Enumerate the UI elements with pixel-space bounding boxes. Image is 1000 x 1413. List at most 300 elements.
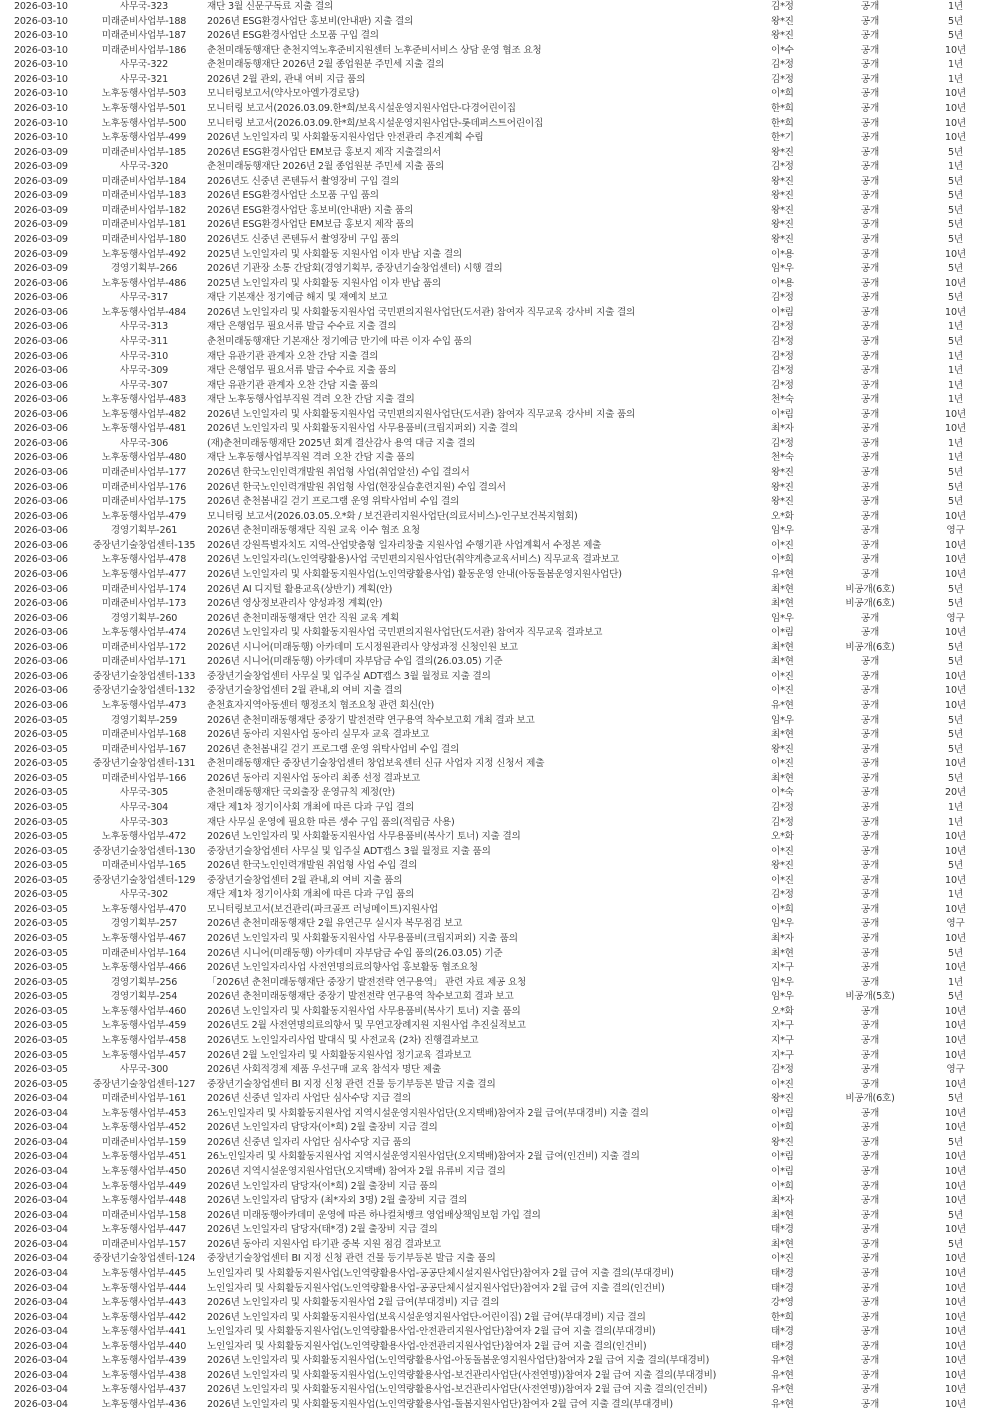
table-row[interactable] [0,1282,1000,1297]
document-number-cell[interactable]: 중장년기술창업센터-131 [92,758,196,770]
table-row[interactable] [0,102,1000,117]
table-row[interactable] [0,1369,1000,1384]
document-number-cell[interactable]: 노후동행사업부-492 [101,248,187,260]
document-title-cell[interactable]: 중장년기술창업센터 BI 지정 신청 관련 건물 등기부등본 발급 지출 결의 [207,1078,496,1090]
document-title-cell[interactable]: 2026년도 2월 사전연명의료의향서 및 무연고장례지원 지원사업 추진실적보고 [207,1020,526,1032]
document-number-cell[interactable]: 노후동행사업부-441 [101,1326,187,1338]
document-number-cell[interactable]: 미래준비사업부-182 [101,204,187,216]
document-title-cell[interactable]: 2026년 노인일자리 및 사회활동지원사업 사무용품비(크립지퍼외) 지출 결의 [207,423,518,435]
table-row[interactable] [0,1311,1000,1326]
table-row[interactable] [0,1238,1000,1253]
table-row[interactable] [0,1034,1000,1049]
document-number-cell[interactable]: 노후동행사업부-480 [101,452,187,464]
table-row[interactable] [0,1252,1000,1267]
document-number-cell[interactable]: 노후동행사업부-443 [101,1297,187,1309]
document-title-cell[interactable]: 2026년 노인일자리 및 사회활동지원사업 사무용품비(복사기 토너) 지출 결의 [207,831,521,843]
table-row[interactable] [0,146,1000,161]
document-number-cell[interactable]: 사무국-305 [119,787,169,799]
retention-period-cell: 10년 [945,277,966,289]
document-title-cell[interactable]: 춘천미래동행재단 춘천지역노후준비지원센터 노후준비서비스 상담 운영 협조 요청 [207,44,542,56]
document-number-cell[interactable]: 노후동행사업부-481 [101,423,187,435]
document-number-cell[interactable]: 미래준비사업부-167 [101,743,187,755]
author-cell: 임*우 [771,918,794,930]
document-title-cell[interactable]: 재단 은행업무 필요서류 발급 수수료 지출 품의 [207,365,397,377]
document-title-cell[interactable]: 2026년도 신중년 콘텐듀서 촬영장비 구입 결의 [207,175,400,187]
document-number-cell[interactable]: 노후동행사업부-448 [101,1195,187,1207]
document-title-cell[interactable]: 2026년 노인일자리 담당자(이*희) 2월 출장비 지급 결의 [207,1122,438,1134]
document-title-cell[interactable]: 2026년 시니어(미래동행) 아카데미 자부담금 수입 품의(26.03.05) 기준 [207,947,503,959]
document-title-cell[interactable]: 춘천효자지역아동센터 행정조치 협조요청 관련 회신(안) [207,700,435,711]
table-row[interactable] [0,218,1000,233]
document-number-cell[interactable]: 노후동행사업부-473 [101,700,187,711]
table-row[interactable] [0,131,1000,146]
document-title-cell[interactable]: 2026년 노인일자리사업 사전연명의료의향사업 홍보활동 협조요청 [207,962,478,974]
table-row[interactable] [0,1019,1000,1034]
document-number-cell[interactable]: 사무국-309 [119,365,169,377]
document-title-cell[interactable]: 2026년 한국노인인력개발원 취업형 사업(현장실습훈련지원) 수입 결의서 [207,481,506,493]
document-title-cell[interactable]: 재단 3월 신문구독료 지출 결의 [207,1,334,12]
table-row[interactable] [0,233,1000,248]
document-number-cell[interactable]: 미래준비사업부-158 [101,1209,187,1221]
table-row[interactable] [0,466,1000,481]
document-title-cell[interactable]: 중장년기술창업센터 사무실 및 입주실 ADT캡스 3월 월정료 지출 결의 [207,670,491,682]
document-number-cell[interactable]: 중장년기술창업센터-132 [92,685,196,697]
document-number-cell[interactable]: 경영기획부-254 [110,991,178,1003]
table-row[interactable] [0,1063,1000,1078]
date-cell: 2026-03-10 [14,44,68,56]
document-title-cell[interactable]: 2026년 ESG환경사업단 소모품 구입 결의 [207,30,379,42]
document-number-cell[interactable]: 중장년기술창업센터-124 [92,1253,196,1265]
document-number-cell[interactable]: 사무국-313 [119,321,169,333]
table-row[interactable] [0,73,1000,88]
document-number-cell[interactable]: 경영기획부-266 [110,263,178,275]
table-row[interactable] [0,87,1000,102]
document-title-cell[interactable]: 2026년 춘천미래동행재단 직원 교육 이수 협조 요청 [207,525,420,537]
table-row[interactable] [0,408,1000,423]
document-number-cell[interactable]: 노후동행사업부-466 [101,962,187,974]
document-title-cell[interactable]: 2026년 영상정보관리사 양성과정 계획(안) [207,598,383,610]
document-title-cell[interactable]: 재단 사무실 운영에 필요한 따른 생수 구입 품의(적립금 사용) [207,816,455,828]
table-row[interactable] [0,379,1000,394]
document-title-cell[interactable]: 2026년 신중년 일자리 사업단 심사수당 지급 결의 [207,1093,411,1105]
document-title-cell[interactable]: 2026년 노인일자리 담당자 (최*자외 3명) 2월 출장비 지급 결의 [207,1195,468,1207]
document-title-cell[interactable]: 2026년 ESG환경사업단 홍보비(안내판) 지출 품의 [207,204,414,216]
document-number-cell[interactable]: 노후동행사업부-445 [101,1267,187,1279]
document-number-cell[interactable]: 중장년기술창업센터-130 [92,845,196,857]
document-number-cell[interactable]: 노후동행사업부-452 [101,1122,187,1134]
document-title-cell[interactable]: 재단 노후동행사업부직원 격려 오찬 간담 지출 품의 [207,452,415,464]
table-row[interactable] [0,451,1000,466]
document-title-cell[interactable]: 2026년 춘천봄내길 걷기 프로그램 운영 위탁사업비 수입 결의 [207,743,460,755]
table-row[interactable] [0,204,1000,219]
document-title-cell[interactable]: 재단 유관기관 관계자 오찬 간담 지출 품의 [207,379,379,391]
table-row[interactable] [0,830,1000,845]
document-number-cell[interactable]: 미래준비사업부-173 [101,598,187,610]
document-title-cell[interactable]: 노인일자리 및 사회활동지원사업(노인역량활용사업-안전관리지원사업단)참여자 2월 급여 지출 결의(인건비) [207,1340,647,1352]
document-title-cell[interactable]: (재)춘천미래동행재단 2025년 회계 결산감사 용역 대금 지출 결의 [207,437,476,449]
document-number-cell[interactable]: 노후동행사업부-459 [101,1020,187,1032]
table-row[interactable] [0,1325,1000,1340]
table-row[interactable] [0,583,1000,598]
table-row[interactable] [0,58,1000,73]
table-row[interactable] [0,1121,1000,1136]
table-row[interactable] [0,1180,1000,1195]
document-title-cell[interactable]: 2026년 노인일자리 및 사회활동지원사업(노인역량활용사업) 활동운영 안내(아동돌봄운영지원사업단) [207,568,622,580]
document-number-cell[interactable]: 노후동행사업부-501 [101,102,187,114]
document-title-cell[interactable]: 중장년기술창업센터 2월 관내,외 여비 지출 품의 [207,874,403,886]
document-number-cell[interactable]: 노후동행사업부-500 [101,117,187,129]
table-row[interactable] [0,350,1000,365]
document-number-cell[interactable]: 사무국-307 [119,379,169,391]
table-row[interactable] [0,1296,1000,1311]
document-title-cell[interactable]: 노인일자리 및 사회활동지원사업(노인역량활용사업-안전관리지원사업단)참여자 2월 급여 지출 결의(부대경비) [207,1326,656,1338]
table-row[interactable] [0,510,1000,525]
document-title-cell[interactable]: 2026년 노인일자리 및 사회활동지원사업 2월 급여(부대경비) 지급 결의 [207,1297,500,1309]
document-title-cell[interactable]: 2026년 노인일자리 및 사회활동지원사업(노인역량활용사업-돌봄지원사업단)참여자 2월 급여 지출 결의(부대경비) [207,1399,673,1410]
document-title-cell[interactable]: 2026년 한국노인인력개발원 취업형 사업(취업알선) 수입 결의서 [207,467,470,478]
document-number-cell[interactable]: 미래준비사업부-165 [101,860,187,872]
document-number-cell[interactable]: 중장년기술창업센터-135 [92,539,196,551]
document-title-cell[interactable]: 2026년 한국노인인력개발원 취업형 사업 수입 결의 [207,860,418,872]
table-row[interactable] [0,684,1000,699]
document-number-cell[interactable]: 미래준비사업부-188 [101,15,187,27]
document-number-cell[interactable]: 노후동행사업부-440 [101,1340,187,1352]
document-title-cell[interactable]: 중장년기술창업센터 2월 관내,외 여비 지출 결의 [207,685,403,697]
document-title-cell[interactable]: 중장년기술창업센터 BI 지정 신청 관련 건물 등기부등본 발급 지출 품의 [207,1253,496,1265]
document-number-cell[interactable]: 중장년기술창업센터-133 [92,670,196,682]
document-title-cell[interactable]: 2026년 노인일자리 및 사회활동지원사업단 안전관리 추진계획 수립 [207,132,484,144]
document-title-cell[interactable]: 2026년 춘천미래동행재단 2월 유연근무 실시자 복무점검 보고 [207,918,463,930]
document-title-cell[interactable]: 2026년 노인일자리 및 사회활동지원사업(노인역량활용사업-아동돌봄운영지원사업단)참여자 2월 급여 지출 결의(부대경비) [207,1355,710,1367]
document-title-cell[interactable]: 「2026년 춘천미래동행재단 중장기 발전전략 연구용역」 관련 자료 제공 요청 [207,976,527,988]
document-number-cell[interactable]: 노후동행사업부-450 [101,1166,187,1177]
document-number-cell[interactable]: 노후동행사업부-472 [101,831,187,843]
document-title-cell[interactable]: 2026년 2월 노인일자리 및 사회활동지원사업 정기교육 결과보고 [207,1049,472,1061]
table-row[interactable] [0,976,1000,991]
document-title-cell[interactable]: 2026년 AI 디지털 활용교육(상반기) 계획(안) [207,583,393,595]
document-number-cell[interactable]: 노후동행사업부-478 [101,554,187,566]
document-number-cell[interactable]: 미래준비사업부-159 [101,1136,187,1148]
document-number-cell[interactable]: 사무국-317 [119,292,169,304]
table-row[interactable] [0,917,1000,932]
document-number-cell[interactable]: 노후동행사업부-477 [101,568,187,580]
table-row[interactable] [0,801,1000,816]
table-row[interactable] [0,539,1000,554]
table-row[interactable] [0,961,1000,976]
document-title-cell[interactable]: 2026년 춘천미래동행재단 중장기 발전전략 연구용역 착수보고회 개최 결과 보고 [207,714,535,726]
document-title-cell[interactable]: 2026년 춘천미래동행재단 연간 직원 교육 계획 [207,612,400,624]
table-row[interactable] [0,524,1000,539]
document-number-cell[interactable]: 노후동행사업부-484 [101,306,187,318]
disclosure-status-cell: 공개 [860,234,880,245]
document-title-cell[interactable]: 춘천미래동행재단 중장년기술창업센터 창업보육센터 신규 사업자 지정 신청서 제출 [207,758,545,770]
document-number-cell[interactable]: 중장년기술창업센터-127 [92,1078,196,1090]
table-row[interactable] [0,0,1000,15]
author-cell: 지*구 [771,1020,794,1032]
document-title-cell[interactable]: 모니터링보고서(약사모아엘가경로당) [207,88,360,100]
document-number-cell[interactable]: 미래준비사업부-185 [101,146,187,158]
table-row[interactable] [0,1223,1000,1238]
document-title-cell[interactable]: 2026년 노인일자리 및 사회활동지원사업 국민편의지원사업단(도서관) 참여자 직무교육 강사비 지출 결의 [207,306,636,318]
table-row[interactable] [0,364,1000,379]
table-row[interactable] [0,932,1000,947]
document-title-cell[interactable]: 2026년 노인일자리 및 사회활동지원사업(보육시설운영지원사업단-어린이집) 2월 급여(부대경비) 지급 결의 [207,1311,646,1323]
document-title-cell[interactable]: 2026년 ESG환경사업단 홍보비(안내판) 지출 결의 [207,15,414,27]
document-number-cell[interactable]: 사무국-310 [119,350,169,362]
table-row[interactable] [0,845,1000,860]
table-row[interactable] [0,655,1000,670]
document-number-cell[interactable]: 미래준비사업부-175 [101,496,187,508]
document-title-cell[interactable]: 2026년 노인일자리 및 사회활동지원사업 사무용품비(복사기 토너) 지출 품의 [207,1005,521,1017]
document-number-cell[interactable]: 사무국-300 [119,1064,169,1076]
table-row[interactable] [0,1267,1000,1282]
document-number-cell[interactable]: 미래준비사업부-184 [101,175,187,187]
document-title-cell[interactable]: 2026년 ESG환경사업단 EM보급 홍보지 제작 품의 [207,219,414,231]
document-title-cell[interactable]: 모니터링 보고서(2026.03.09.한*희/보육시설운영지원사업단-다경어린이집 [207,102,516,114]
table-row[interactable] [0,626,1000,641]
document-number-cell[interactable]: 노후동행사업부-451 [101,1151,187,1163]
table-row[interactable] [0,277,1000,292]
table-row[interactable] [0,1005,1000,1020]
document-number-cell[interactable]: 미래준비사업부-157 [101,1238,187,1250]
table-row[interactable] [0,160,1000,175]
document-title-cell[interactable]: 2026년 동아리 지원사업 동아리 최종 선정 결과보고 [207,772,420,784]
table-row[interactable] [0,1049,1000,1064]
document-number-cell[interactable]: 노후동행사업부-499 [101,132,187,144]
table-row[interactable] [0,262,1000,277]
document-number-cell[interactable]: 노후동행사업부-444 [101,1282,187,1294]
document-title-cell[interactable]: 춘천미래동행재단 기본재산 정기예금 만기에 따른 이자 수입 품의 [207,335,472,347]
table-row[interactable] [0,291,1000,306]
document-title-cell[interactable]: 춘천미래동행재단 2026년 2월 종업원분 주민세 지출 결의 [207,59,445,71]
table-row[interactable] [0,1092,1000,1107]
document-title-cell[interactable]: 2026년도 노인일자리사업 발대식 및 사전교육 (2차) 진행결과보고 [207,1034,479,1046]
table-row[interactable] [0,859,1000,874]
document-title-cell[interactable]: 노인일자리 및 사회활동지원사업(노인역량활용사업-공공단체시설지원사업단)참여자 2월 급여 지출 결의(부대경비) [207,1267,674,1279]
table-row[interactable] [0,743,1000,758]
document-number-cell[interactable]: 사무국-322 [119,59,169,71]
table-row[interactable] [0,990,1000,1005]
document-title-cell[interactable]: 모니터링보고서(보건관리(파크골프 러닝메이트)지원사업 [207,903,439,915]
document-number-cell[interactable]: 노후동행사업부-474 [101,627,187,639]
document-number-cell[interactable]: 중장년기술창업센터-129 [92,874,196,886]
document-title-cell[interactable]: 2026년 강원특별자치도 지역-산업맞춤형 일자리창출 지원사업 수행기관 사업계획서 수정본 제출 [207,539,602,551]
document-title-cell[interactable]: 중장년기술창업센터 사무실 및 입주실 ADT캡스 3월 월정료 지출 품의 [207,845,491,857]
document-number-cell[interactable]: 미래준비사업부-168 [101,729,187,741]
document-title-cell[interactable]: 모니터링 보고서(2026.03.09.한*희/보육시설운영지원사업단-롯데퍼스트어린이집 [207,117,544,129]
table-row[interactable] [0,29,1000,44]
author-cell: 한*희 [771,1311,794,1323]
document-title-cell[interactable]: 2026년 동아리 지원사업 타기관 중복 지원 점검 결과보고 [207,1238,441,1250]
document-title-cell[interactable]: 모니터링 보고서(2026.03.05.오*화 / 보건관리지원사업단(의료서비스)-인구보건복지협회) [207,510,578,522]
document-number-cell[interactable]: 노후동행사업부-479 [101,510,187,522]
table-row[interactable] [0,175,1000,190]
document-number-cell[interactable]: 노후동행사업부-470 [101,903,187,915]
document-title-cell[interactable]: 2026년 노인일자리 담당자(이*희) 2월 출장비 지급 품의 [207,1180,438,1192]
document-title-cell[interactable]: 2026년 노인일자리 및 사회활동지원사업 국민편의지원사업단(도서관) 참여자 직무교육 결과보고 [207,627,603,639]
document-title-cell[interactable]: 26노인일자리 및 사회활동지원사업 지역시설운영지원사업단(오지택배)참여자 2월 급여(부대경비) 지출 결의 [207,1107,649,1119]
document-number-cell[interactable]: 미래준비사업부-181 [101,219,187,231]
document-title-cell[interactable]: 2026년 동아리 지원사업 동아리 실무자 교육 결과보고 [207,729,430,741]
document-number-cell[interactable]: 미래준비사업부-171 [101,656,187,668]
table-row[interactable] [0,1209,1000,1224]
document-number-cell[interactable]: 미래준비사업부-180 [101,234,187,245]
document-number-cell[interactable]: 경영기획부-259 [110,714,178,726]
table-row[interactable] [0,568,1000,583]
table-row[interactable] [0,714,1000,729]
table-row[interactable] [0,699,1000,714]
document-title-cell[interactable]: 2026년 노인일자리(노인역량활용)사업 국민편의지원사업단(취약계층교육서비스) 직무교육 결과보고 [207,554,619,566]
table-row[interactable] [0,597,1000,612]
table-row[interactable] [0,44,1000,59]
document-number-cell[interactable]: 사무국-303 [119,816,169,828]
table-row[interactable] [0,481,1000,496]
document-number-cell[interactable]: 경영기획부-260 [110,612,178,624]
document-number-cell[interactable]: 미래준비사업부-174 [101,583,187,595]
table-row[interactable] [0,15,1000,30]
document-title-cell[interactable]: 재단 제1차 정기이사회 개최에 따른 다과 구입 품의 [207,889,415,901]
document-number-cell[interactable]: 사무국-320 [119,161,169,173]
table-row[interactable] [0,1383,1000,1398]
document-number-cell[interactable]: 노후동행사업부-439 [101,1355,187,1367]
document-number-cell[interactable]: 노후동행사업부-458 [101,1034,187,1046]
document-number-cell[interactable]: 미래준비사업부-166 [101,772,187,784]
document-number-cell[interactable]: 미래준비사업부-161 [101,1093,187,1105]
table-row[interactable] [0,422,1000,437]
document-number-cell[interactable]: 사무국-321 [119,73,169,85]
table-row[interactable] [0,1194,1000,1209]
document-number-cell[interactable]: 경영기획부-257 [110,918,178,930]
table-row[interactable] [0,757,1000,772]
table-row[interactable] [0,1354,1000,1369]
document-number-cell[interactable]: 미래준비사업부-177 [101,467,187,478]
document-title-cell[interactable]: 2026년 ESG환경사업단 EM보급 홍보지 제작 지출결의서 [207,146,442,158]
table-row[interactable] [0,612,1000,627]
table-row[interactable] [0,670,1000,685]
document-number-cell[interactable]: 사무국-304 [119,801,169,813]
document-number-cell[interactable]: 미래준비사업부-176 [101,481,187,493]
table-row[interactable] [0,947,1000,962]
document-number-cell[interactable]: 노후동행사업부-437 [101,1384,187,1396]
document-number-cell[interactable]: 미래준비사업부-186 [101,44,187,56]
table-row[interactable] [0,728,1000,743]
table-row[interactable] [0,320,1000,335]
document-title-cell[interactable]: 재단 은행업무 필요서류 발급 수수료 지출 결의 [207,321,397,333]
document-number-cell[interactable]: 사무국-311 [119,335,169,347]
table-row[interactable] [0,189,1000,204]
document-title-cell[interactable]: 2025년 노인일자리 및 사회활동 지원사업 이자 반납 품의 [207,277,441,289]
document-number-cell[interactable]: 미래준비사업부-172 [101,641,187,653]
document-number-cell[interactable]: 노후동행사업부-460 [101,1005,187,1017]
document-title-cell[interactable]: 2026년 시니어(미래동행) 아카데미 자부담금 수입 결의(26.03.05) 기준 [207,656,503,668]
author-cell: 오*화 [771,510,794,522]
table-row[interactable] [0,1340,1000,1355]
document-number-cell[interactable]: 노후동행사업부-447 [101,1224,187,1236]
table-row[interactable] [0,335,1000,350]
document-title-cell[interactable]: 2026년 노인일자리 및 사회활동지원사업 국민편의지원사업단(도서관) 참여자 직무교육 강사비 지출 품의 [207,408,636,420]
document-title-cell[interactable]: 재단 유관기관 관계자 오찬 간담 지출 결의 [207,350,379,362]
document-title-cell[interactable]: 2025년 노인일자리 및 사회활동 지원사업 이자 반납 지출 결의 [207,248,462,260]
document-title-cell[interactable]: 춘천미래동행재단 2026년 2월 종업원분 주민세 지출 품의 [207,161,445,173]
document-title-cell[interactable]: 2026년 기관장 소통 간담회(경영기획부, 중장년기술창업센터) 시행 결의 [207,263,503,275]
table-row[interactable] [0,553,1000,568]
document-title-cell[interactable]: 2026년 지역시설운영지원사업단(오지택배) 참여자 2월 유류비 지급 결의 [207,1166,506,1177]
document-number-cell[interactable]: 노후동행사업부-449 [101,1180,187,1192]
table-row[interactable] [0,786,1000,801]
disclosure-status-cell: 공개 [860,539,880,551]
document-number-cell[interactable]: 노후동행사업부-438 [101,1369,187,1381]
table-row[interactable] [0,495,1000,510]
document-number-cell[interactable]: 미래준비사업부-183 [101,190,187,202]
document-number-cell[interactable]: 노후동행사업부-486 [101,277,187,289]
table-row[interactable] [0,874,1000,889]
document-title-cell[interactable]: 재단 기본재산 정기예금 해지 및 재예치 보고 [207,292,388,304]
document-number-cell[interactable]: 사무국-306 [119,437,169,449]
document-title-cell[interactable]: 재단 제1차 정기이사회 개최에 따른 다과 구입 결의 [207,801,415,813]
table-row[interactable] [0,1165,1000,1180]
document-number-cell[interactable]: 노후동행사업부-483 [101,394,187,406]
document-number-cell[interactable]: 노후동행사업부-453 [101,1107,187,1119]
document-title-cell[interactable]: 2026년 노인일자리 및 사회활동지원사업 사무용품비(크립지퍼외) 지출 품의 [207,933,518,944]
document-title-cell[interactable]: 노인일자리 및 사회활동지원사업(노인역량활용사업-공공단체시설지원사업단)참여자 2월 급여 지출 결의(인건비) [207,1282,665,1294]
document-number-cell[interactable]: 노후동행사업부-503 [101,88,187,100]
document-number-cell[interactable]: 노후동행사업부-467 [101,933,187,944]
table-row[interactable] [0,248,1000,263]
document-title-cell[interactable]: 2026년 시니어(미래동행) 아카데미 도시정원관리사 양성과정 신청인원 보고 [207,641,518,653]
table-row[interactable] [0,393,1000,408]
document-title-cell[interactable]: 2026년 춘천봄내길 걷기 프로그램 운영 위탁사업비 수입 결의 [207,496,460,508]
document-title-cell[interactable]: 2026년 사회적경제 제품 우선구매 교육 참석자 명단 제출 [207,1064,441,1076]
document-number-cell[interactable]: 미래준비사업부-187 [101,30,187,42]
document-number-cell[interactable]: 경영기획부-261 [110,525,178,537]
table-row[interactable] [0,117,1000,132]
table-row[interactable] [0,888,1000,903]
document-number-cell[interactable]: 사무국-323 [119,1,169,12]
document-title-cell[interactable]: 2026년 2월 관외, 관내 여비 지급 품의 [207,73,366,85]
document-title-cell[interactable]: 2026년 신중년 일자리 사업단 심사수당 지급 품의 [207,1136,411,1148]
document-title-cell[interactable]: 2026년 춘천미래동행재단 중장기 발전전략 연구용역 착수보고회 결과 보고 [207,991,514,1003]
document-title-cell[interactable]: 재단 노후동행사업부직원 격려 오찬 간담 지출 결의 [207,394,415,406]
document-number-cell[interactable]: 노후동행사업부-482 [101,408,187,420]
document-number-cell[interactable]: 사무국-302 [119,889,169,901]
document-number-cell[interactable]: 노후동행사업부-457 [101,1049,187,1061]
document-title-cell[interactable]: 2026년 미래동행아카데미 운영에 따른 하나컬처뱅크 영업배상책임보험 가입 결의 [207,1209,541,1221]
document-number-cell[interactable]: 미래준비사업부-164 [101,947,187,959]
document-title-cell[interactable]: 2026년 노인일자리 및 사회활동지원사업(노인역량활용사업-보건관리사업단(사전연명))참여자 2월 급여 지출 결의(인건비) [207,1384,708,1396]
table-row[interactable] [0,1150,1000,1165]
document-title-cell[interactable]: 2026년도 신중년 콘텐듀서 촬영장비 구입 품의 [207,234,400,245]
table-row[interactable] [0,306,1000,321]
document-title-cell[interactable]: 26노인일자리 및 사회활동지원사업 지역시설운영지원사업단(오지택배)참여자 2월 급여(인건비) 지출 결의 [207,1151,640,1163]
table-row[interactable] [0,903,1000,918]
document-number-cell[interactable]: 노후동행사업부-436 [101,1399,187,1410]
document-title-cell[interactable]: 2026년 노인일자리 담당자(태*경) 2월 출장비 지급 결의 [207,1224,438,1236]
table-row[interactable] [0,816,1000,831]
table-row[interactable] [0,1398,1000,1413]
table-row[interactable] [0,772,1000,787]
table-row[interactable] [0,1107,1000,1122]
table-row[interactable] [0,437,1000,452]
document-title-cell[interactable]: 춘천미래동행재단 국외출장 운영규칙 제정(안) [207,787,395,799]
document-number-cell[interactable]: 경영기획부-256 [110,976,178,988]
table-row[interactable] [0,641,1000,656]
document-number-cell[interactable]: 노후동행사업부-442 [101,1311,187,1323]
table-row[interactable] [0,1078,1000,1093]
author-cell: 김*정 [771,161,794,173]
document-title-cell[interactable]: 2026년 ESG환경사업단 소모품 구입 품의 [207,190,379,202]
document-title-cell[interactable]: 2026년 노인일자리 및 사회활동지원사업(노인역량활용사업-보건관리사업단(사전연명))참여자 2월 급여 지출 결의(부대경비) [207,1369,717,1381]
table-row[interactable] [0,1136,1000,1151]
